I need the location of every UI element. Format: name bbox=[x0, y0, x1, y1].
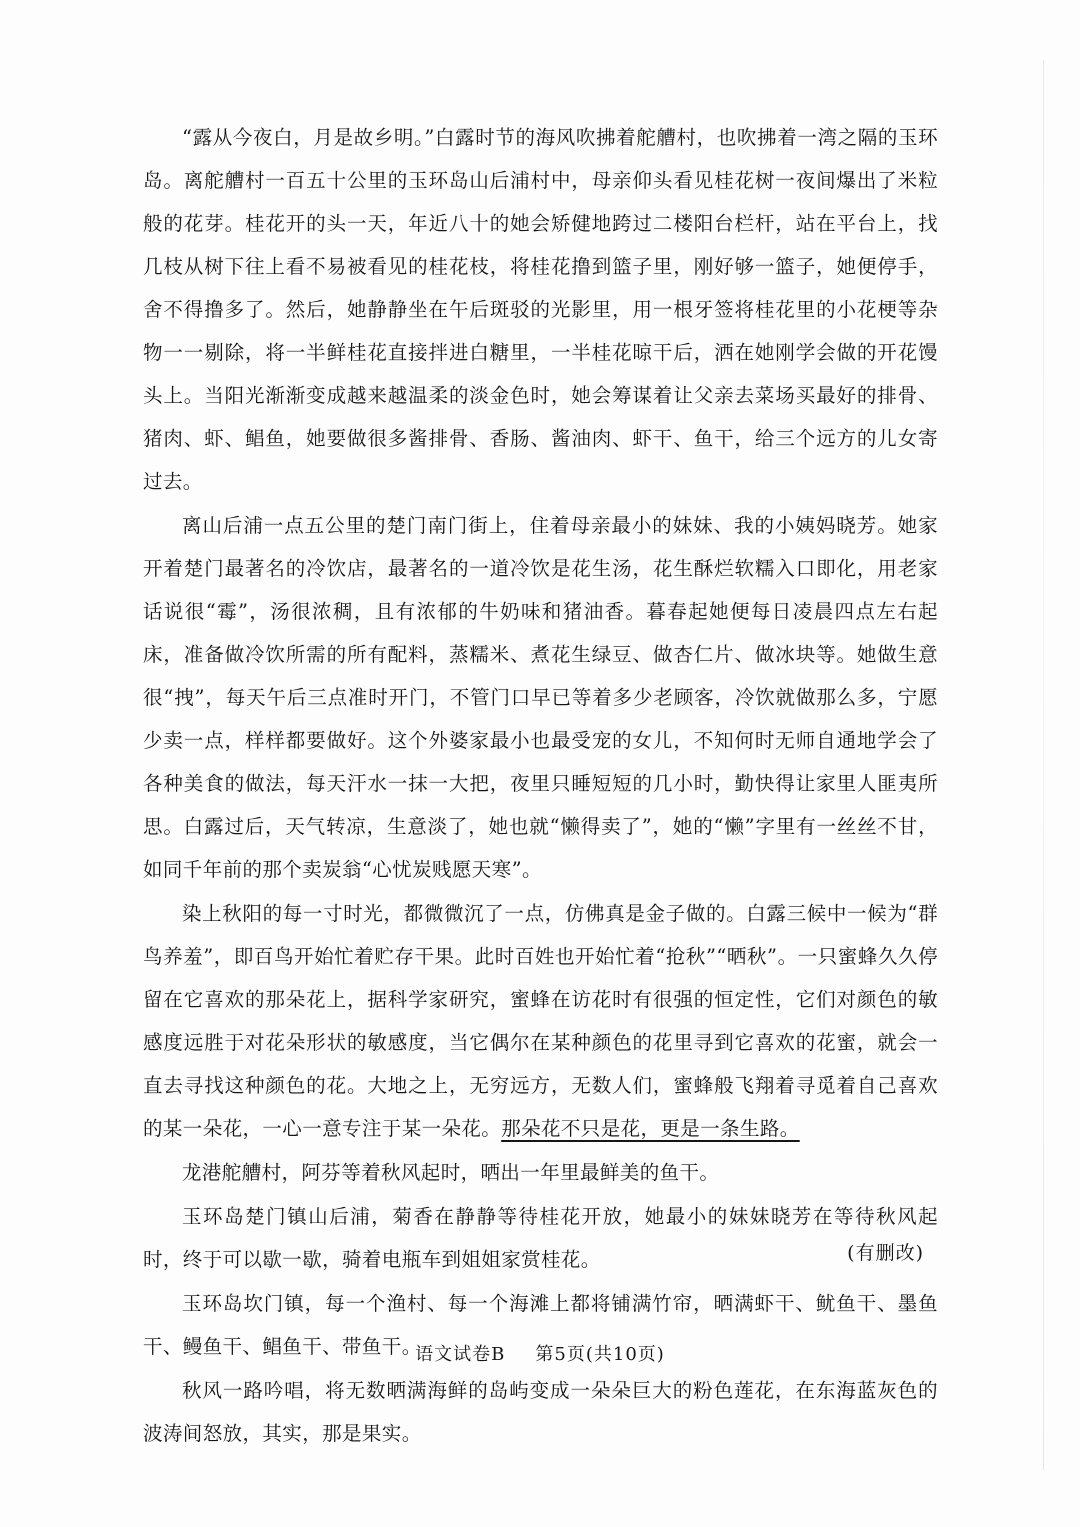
scan-edge-line bbox=[1043, 60, 1044, 1470]
paragraph-2: 离山后浦一点五公里的楚门南门街上，住着母亲最小的妹妹、我的小姨妈晓芳。她家开着楚门最著名的冷饮店，最著名的一道冷饮是花生汤，花生酥烂软糯入口即化，用老家话说很“霉”，汤很浓稠，且有浓郁的牛奶味和猪油香。暮春起她便每日凌晨四点左右起床，准备做冷饮所需的所有配料，蒸糯米、煮花生绿豆、做杏仁片、做冰块等。她做生意很“拽”，每天午后三点准时开门，不管门口早已等着多少老顾客，冷饮就做那么多，宁愿少卖一点，样样都要做好。这个外婆家最小也最受宠的女儿，不知何时无师自通地学会了各种美食的做法，每天汗水一抹一大把，夜里只睡短短的几小时，勤快得让家里人匪夷所思。白露过后，天气转凉，生意淡了，她也就“懒得卖了”，她的“懒”字里有一丝丝不甘，如同千年前的那个卖炭翁“心忧炭贱愿天寒”。 bbox=[143, 514, 938, 881]
article-body bbox=[143, 116, 938, 1455]
paragraph-3-text: 染上秋阳的每一寸时光，都微微沉了一点，仿佛真是金子做的。白露三候中一候为“群鸟养羞”，即百鸟开始忙着贮存干果。此时百姓也开始忙着“抢秋”“晒秋”。一只蜜蜂久久停留在它喜欢的那朵花上，据科学家研究，蜜蜂在访花时有很强的恒定性，它们对颜色的敏感度远胜于对花朵形状的敏感度，当它偶尔在某种颜色的花里寻到它喜欢的花蜜，就会一直去寻找这种颜色的花。大地之上，无穷远方，无数人们，蜜蜂般飞翔着寻觅着自己喜欢的某一朵花，一心一意专注于某一朵花。 bbox=[143, 902, 938, 1140]
underlined-sentence: 那朵花不只是花，更是一条生路。 bbox=[501, 1117, 800, 1140]
paragraph-5: 玉环岛楚门镇山后浦，菊香在静静等待桂花开放，她最小的妹妹晓芳在等待秋风起时，终于可以歇一歇，骑着电瓶车到姐姐家赏桂花。 bbox=[143, 1205, 938, 1271]
paragraph-3 bbox=[143, 892, 938, 1150]
paragraph-7: 秋风一路吟唱，将无数晒满海鲜的岛屿变成一朵朵巨大的粉色莲花，在东海蓝灰色的波涛间怒放，其实，那是果实。 bbox=[143, 1379, 938, 1445]
paper-name: 语文试卷B bbox=[415, 1344, 506, 1365]
page-number: 第5页(共10页) bbox=[535, 1344, 665, 1365]
page-footer bbox=[0, 1340, 1080, 1366]
paragraph-4: 龙港舵艚村，阿芬等着秋风起时，晒出一年里最鲜美的鱼干。 bbox=[182, 1161, 720, 1184]
source-note: (有删改) bbox=[847, 1242, 924, 1264]
paragraph-1: “露从今夜白，月是故乡明。”白露时节的海风吹拂着舵艚村，也吹拂着一湾之隔的玉环岛。离舵艚村一百五十公里的玉环岛山后浦村中，母亲仰头看见桂花树一夜间爆出了米粒般的花芽。桂花开的头一天，年近八十的她会矫健地跨过二楼阳台栏杆，站在平台上，找几枝从树下往上看不易被看见的桂花枝，将桂花撸到篮子里，刚好够一篮子，她便停手，舍不得撸多了。然后，她静静坐在午后斑驳的光影里，用一根牙签将桂花里的小花梗等杂物一一剔除，将一半鲜桂花直接拌进白糖里，一半桂花晾干后，洒在她刚学会做的开花馒头上。当阳光渐渐变成越来越温柔的淡金色时，她会筹谋着让父亲去菜场买最好的排骨、猪肉、虾、鲳鱼，她要做很多酱排骨、香肠、酱油肉、虾干、鱼干，给三个远方的儿女寄过去。 bbox=[143, 126, 938, 493]
paragraph-6: 玉环岛坎门镇，每一个渔村、每一个海滩上都将铺满竹帘，晒满虾干、鱿鱼干、墨鱼干、鳗鱼干、鲳鱼干、带鱼干。 bbox=[143, 1292, 938, 1358]
